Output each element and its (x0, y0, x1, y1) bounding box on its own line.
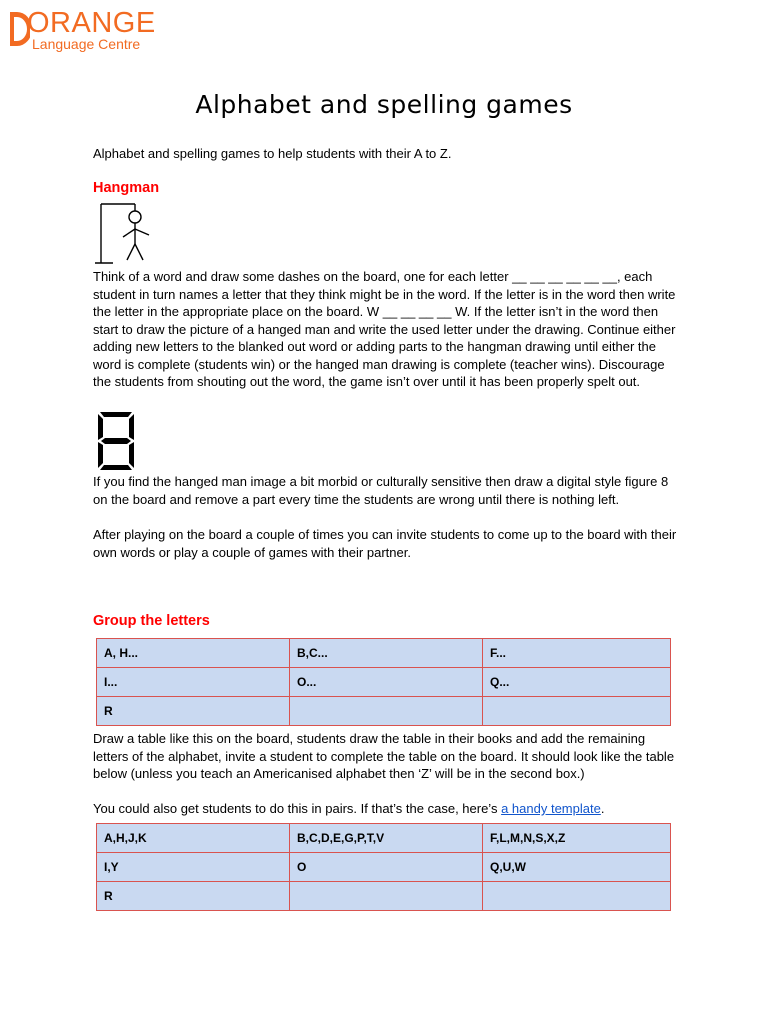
table-row (97, 697, 671, 726)
table-cell (290, 882, 483, 911)
table-row (97, 824, 671, 853)
group-paragraph-1: Draw a table like this on the board, students draw the table in their books and add the remaining letters of the alphabet, invite a student to complete the table on the board. It should look like the table below (unless you teach an Americanised alphabet then ‘Z’ will be in the second box.) (93, 731, 675, 781)
handy-template-link[interactable]: a handy template (501, 801, 601, 816)
table-cell (483, 697, 671, 726)
table-cell (290, 697, 483, 726)
table-cell: R (97, 697, 290, 726)
hangman-drawing-icon (93, 202, 153, 264)
table-cell: B,C,D,E,G,P,T,V (290, 824, 483, 853)
intro-text: Alphabet and spelling games to help students with their A to Z. (93, 146, 452, 161)
digital-eight-icon (92, 410, 140, 472)
table-cell: A,H,J,K (97, 824, 290, 853)
table-cell (483, 882, 671, 911)
logo-wordmark: ORANGE (27, 7, 156, 39)
logo-subtitle: Language Centre (32, 36, 141, 52)
page-title: Alphabet and spelling games (195, 90, 573, 119)
hangman-paragraph-3: After playing on the board a couple of times you can invite students to come up to the board with their own words or play a couple of games with their partner. (93, 527, 677, 560)
letters-table-starter (96, 638, 671, 726)
table-cell: O... (290, 668, 483, 697)
table-cell: Q... (483, 668, 671, 697)
hangman-paragraph-2: If you find the hanged man image a bit morbid or culturally sensitive then draw a digital style figure 8 on the board and remove a part every time the students are wrong until there is nothing left. (93, 474, 669, 507)
hangman-paragraph-1: Think of a word and draw some dashes on the board, one for each letter __ __ __ __ __ __, each student in turn names a letter that they think might be in the word. If the letter is in the word then write the letter in the appropriate place on the board. W __ __ __ __ W. If the letter isn’t in the word then start to draw the picture of a hanged man and write the used letter under the drawing. Continue either adding new letters to the blanked out word or adding parts to the hangman drawing until either the word is complete (students win) or the hanged man drawing is complete (teacher wins). Discourage the students from shouting out the word, the game isn’t over until it has been properly spelt out. (93, 269, 676, 389)
table-cell: Q,U,W (483, 853, 671, 882)
table-row (97, 668, 671, 697)
table-row (97, 882, 671, 911)
table-cell: I,Y (97, 853, 290, 882)
brand-logo (8, 8, 158, 54)
table-cell: B,C... (290, 639, 483, 668)
group-letters-heading: Group the letters (93, 613, 210, 629)
table-row (97, 853, 671, 882)
table-cell: F,L,M,N,S,X,Z (483, 824, 671, 853)
group-paragraph-2-end: . (600, 801, 605, 816)
group-paragraph-2 (93, 800, 683, 818)
table-cell: A, H... (97, 639, 290, 668)
table-cell: O (290, 853, 483, 882)
group-paragraph-2-text: You could also get students to do this in pairs. If that’s the case, here’s (93, 801, 502, 816)
table-cell: I... (97, 668, 290, 697)
letters-table-complete (96, 823, 671, 911)
table-row (97, 639, 671, 668)
table-cell: R (97, 882, 290, 911)
table-cell: F... (483, 639, 671, 668)
hangman-heading: Hangman (93, 180, 160, 196)
